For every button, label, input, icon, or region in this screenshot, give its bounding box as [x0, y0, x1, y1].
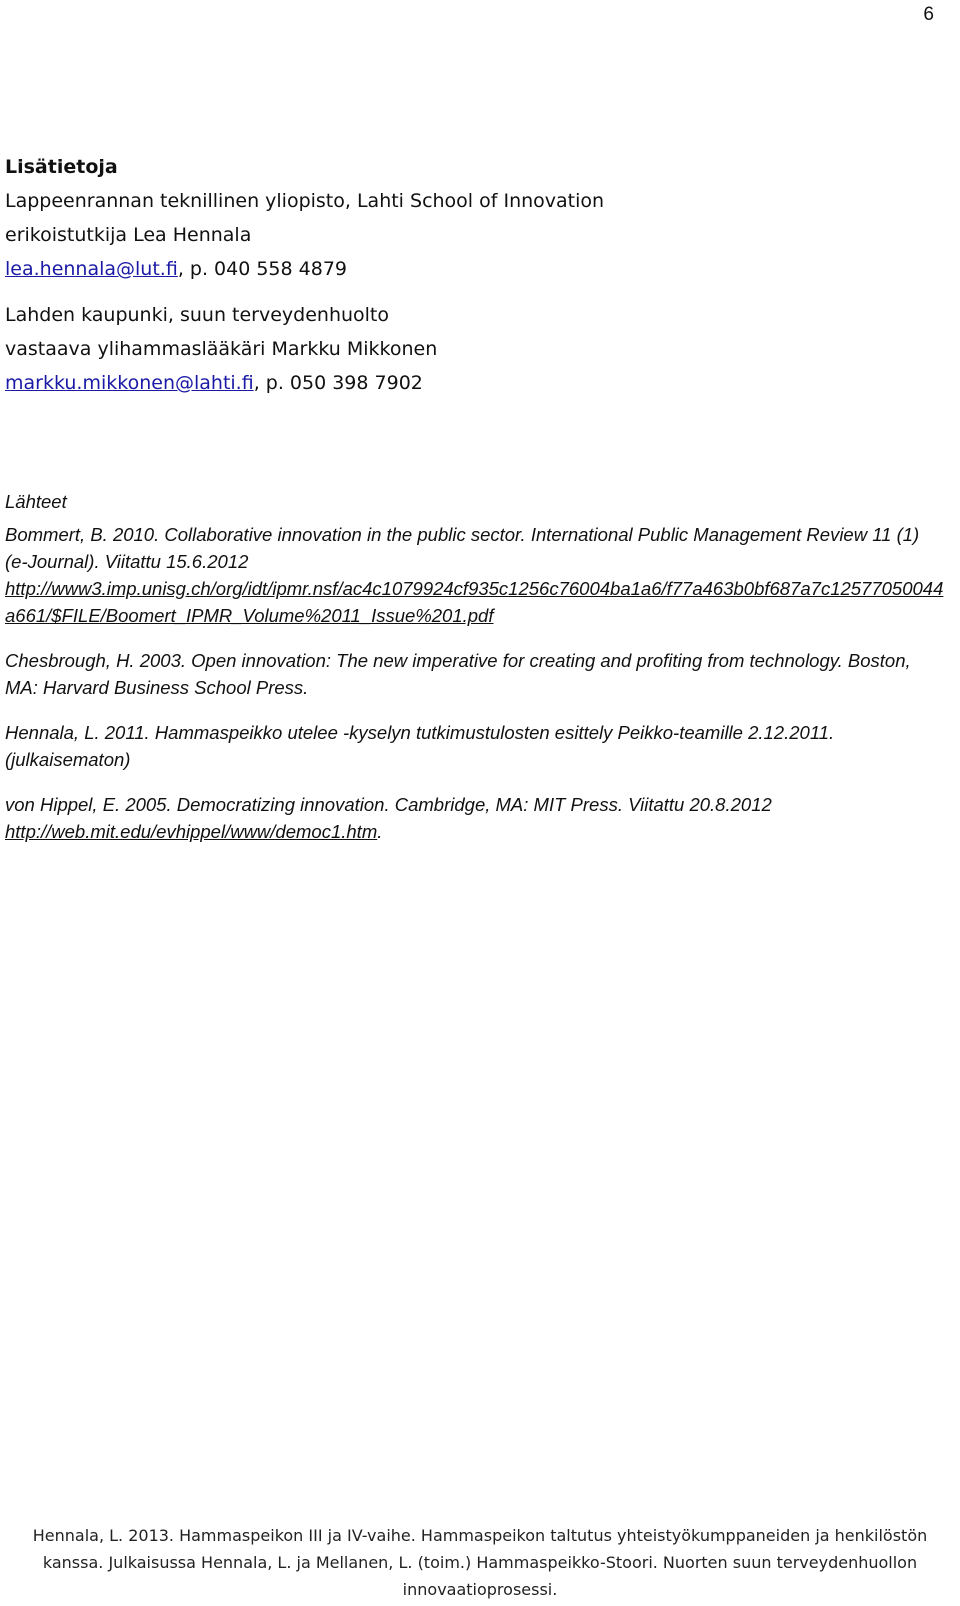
footer-line-2: kanssa. Julkaisussa Hennala, L. ja Mellanen, L. (toim.) Hammaspeikko-Stoori. Nuorten suun terveydenhuollon — [42, 1553, 918, 1572]
reference-item — [5, 791, 945, 845]
page-footer — [0, 1522, 960, 1603]
reference-item — [5, 521, 945, 629]
contact-section — [5, 150, 945, 400]
reference-trailing-period: . — [377, 821, 383, 842]
reference-text: von Hippel, E. 2005. Democratizing innovation. Cambridge, MA: MIT Press. Viitattu 20.8.2012 — [5, 794, 772, 815]
contact-2-email-link[interactable]: markku.mikkonen@lahti.fi — [5, 372, 254, 394]
contact-2-block — [5, 298, 945, 400]
contact-2-org: Lahden kaupunki, suun terveydenhuolto — [5, 304, 390, 326]
contact-1-phone: , p. 040 558 4879 — [177, 258, 347, 280]
reference-text: Chesbrough, H. 2003. Open innovation: The new imperative for creating and profiting from technology. Boston, MA: Harvard Business School Press. — [5, 650, 911, 698]
references-heading: Lähteet — [5, 491, 67, 512]
contact-1-email-link[interactable]: lea.hennala@lut.fi — [5, 258, 178, 280]
reference-text: Hennala, L. 2011. Hammaspeikko utelee -kyselyn tutkimustulosten esittely Peikko-teamille 2.12.2011. (julkaisematon) — [5, 722, 835, 770]
footer-line-3: innovaatioprosessi. — [402, 1580, 558, 1599]
contact-2-title: vastaava ylihammaslääkäri Markku Mikkonen — [5, 338, 438, 360]
reference-url-link[interactable]: http://web.mit.edu/evhippel/www/democ1.htm — [5, 821, 378, 842]
contact-1-org: Lappeenrannan teknillinen yliopisto, Lahti School of Innovation — [5, 190, 605, 212]
footer-line-1: Hennala, L. 2013. Hammaspeikon III ja IV-vaihe. Hammaspeikon taltutus yhteistyökumppaneiden ja henkilöstön — [32, 1526, 928, 1545]
contact-heading: Lisätietoja — [5, 156, 118, 178]
references-section — [5, 488, 945, 863]
page-number: 6 — [923, 4, 934, 25]
contact-2-phone: , p. 050 398 7902 — [253, 372, 423, 394]
contact-1-title: erikoistutkija Lea Hennala — [5, 224, 252, 246]
reference-text: Bommert, B. 2010. Collaborative innovation in the public sector. International Public Management Review 11 (1) (e-Journal). Viitattu 15.6.2012 — [5, 524, 920, 572]
contact-2-line — [5, 366, 945, 400]
reference-url-link[interactable]: http://www3.imp.unisg.ch/org/idt/ipmr.nsf/ac4c1079924cf935c1256c76004ba1a6/f77a463b0bf687a7c12577050044a661/$FILE/Boomert_IPMR_Volume%2011_Issue%201.pdf — [5, 578, 944, 626]
contact-1-line — [5, 252, 945, 286]
reference-item — [5, 647, 945, 701]
reference-item — [5, 719, 945, 773]
